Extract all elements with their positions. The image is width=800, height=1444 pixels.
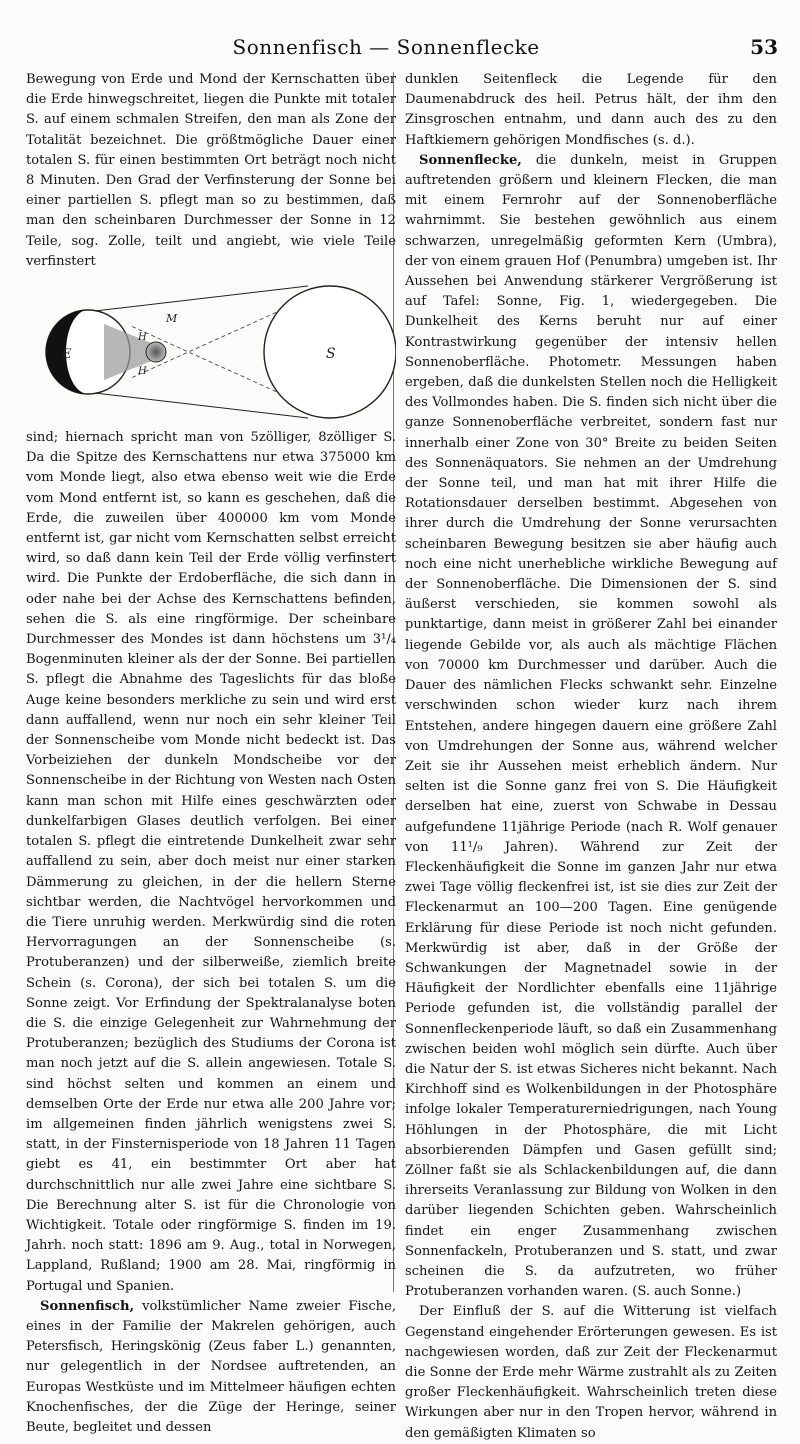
- shadow-label-h2: H: [138, 366, 147, 378]
- moon-disc: [146, 342, 166, 362]
- sonnenfisch-text: volkstümlicher Name zweier Fische, eines in der Familie der Makrelen gehörigen, auch Petersfisch, Heringskönig (Zeus faber L.) genannten, nur gelegentlich in der Nordsee auftretenden, an Europas Westküste und im Mittelmeer häufigen echten Knochenfisches, der die Züge der Heringe, seiner Beute, begleitet und dessen: [26, 1298, 396, 1435]
- sonnenflecke-text: die dunkeln, meist in Gruppen auftretenden größern und kleinern Flecken, die man mit einem Fernrohr auf der Sonnenoberfläche wahrnimmt. Sie bestehen gewöhnlich aus einem schwarzen, unregelmäßig geformten Kern (Umbra), der von einem grauen Hof (Penumbra) umgeben ist. Ihr Aussehen bei Anwendung stärkerer Vergrößerung ist auf Tafel: Sonne, Fig. 1, wiedergegeben. Die Dunkelheit des Kerns beruht nur auf einer Kontrastwirkung gegenüber der intensiv hellen Sonnenoberfläche. Photometr. Messungen haben ergeben, daß die dunkelsten Stellen noch die Helligkeit des Vollmondes haben. Die S. finden sich nicht über die ganze Sonnenoberfläche verbreitet, sondern fast nur innerhalb einer Zone von 30° Breite zu beiden Seiten des Sonnenäquators. Sie nehmen an der Umdrehung der Sonne teil, und man hat mit ihrer Hilfe die Rotationsdauer derselben bestimmt. Abgesehen von ihrer durch die Umdrehung der Sonne verursachten scheinbaren Bewegung besitzen sie aber häufig auch noch eine nicht unerhebliche wirkliche Bewegung auf der Sonnenoberfläche. Die Dimensionen der S. sind äußerst verschieden, sie kommen sowohl als punktartige, dann meist in größerer Zahl bei einander liegende Gebilde vor, als auch als mächtige Flächen von 70000 km Durchmesser und darüber. Auch die Dauer des nämlichen Flecks schwankt sehr. Einzelne verschwinden schon wieder kurz nach ihrem Entstehen, andere hingegen dauern eine größere Zahl von Umdrehungen der Sonne aus, während welcher Zeit sie ihr Aussehen meist erheblich ändern. Nur selten ist die Sonne ganz frei von S. Die Häufigkeit derselben hat eine, zuerst von Schwabe in Dessau aufgefundene 11jährige Periode (nach R. Wolf genauer von 11¹/₉ Jahren). Während zur Zeit der Fleckenhäufigkeit die Sonne im ganzen Jahr nur etwa zwei Tage völlig fleckenfrei ist, ist sie dies zur Zeit der Fleckenarmut an 100—200 Tagen. Eine genügende Erklärung für diese Periode ist noch nicht gefunden. Merkwürdig ist aber, daß in der Größe der Schwankungen der Magnetnadel sowie in der Häufigkeit der Nordlichter ebenfalls eine 11jährige Periode gefunden ist, die vollständig parallel der Sonnenfleckenperiode läuft, so daß ein Zusammenhang zwischen beiden wohl möglich sein dürfte. Auch über die Natur der S. ist etwas Sicheres nicht bekannt. Nach Kirchhoff sind es Wolkenbildungen in der Photosphäre infolge lokaler Temperaturerniedrigungen, nach Young Höhlungen in der Photosphäre, die mit Licht absorbierenden Dämpfen und Gasen gefüllt sind; Zöllner faßt sie als Schlackenbildungen auf, die dann ihrerseits Veranlassung zur Bildung von Wolken in den darüber liegenden Schichten geben. Wahrscheinlich findet ein enger Zusammenhang zwischen Sonnenfackeln, Protuberanzen und S. statt, und zwar scheinen die S. da aufzutreten, wo früher Protuberanzen vorhanden waren. (S. auch Sonne.): [405, 152, 777, 1300]
- eclipse-text-part-1: Bewegung von Erde und Mond der Kernschatten über die Erde hinwegschreitet, liegen die Punkte mit totaler S. auf einem schmalen Streifen, den man als Zone der Totalität bezeichnet. Die größtmögliche Dauer einer totalen S. für einen bestimmten Ort beträgt noch nicht 8 Minuten. Den Grad der Verfinsterung der Sonne bei einer partiellen S. pflegt man so zu bestimmen, daß man den scheinbaren Durchmesser der Sonne in 12 Teile, sog. Zolle, teilt und angiebt, wie viele Teile verfinstert: [26, 72, 396, 269]
- right-column: [405, 70, 777, 1444]
- eclipse-text-part-2: sind; hiernach spricht man von 5zölliger, 8zölliger S. Da die Spitze des Kernschattens nur etwa 375000 km vom Monde liegt, also etwa ebenso weit wie die Erde vom Mond entfernt ist, so kann es geschehen, daß die Erde, die zuweilen über 400000 km vom Monde entfernt ist, gar nicht vom Kernschatten selbst erreicht wird, so daß dann kein Teil der Erde völlig verfinstert wird. Die Punkte der Erdoberfläche, die sich dann in oder nahe bei der Achse des Kernschattens befinden, sehen die S. als eine ringförmige. Der scheinbare Durchmesser des Mondes ist dann höchstens um 3¹/₄ Bogenminuten kleiner als der der Sonne. Bei partiellen S. pflegt die Abnahme des Tageslichts für das bloße Auge keine besonders merkliche zu sein und wird erst dann auffallend, wenn nur noch ein sehr kleiner Teil der Sonnenscheibe vom Monde nicht bedeckt ist. Das Vorbeiziehen der dunkeln Mondscheibe vor der Sonnenscheibe in der Richtung von Westen nach Osten kann man schon mit Hilfe eines geschwärzten oder dunkelfarbigen Glases deutlich verfolgen. Bei einer totalen S. pflegt die eintretende Dunkelheit zwar sehr auffallend zu sein, aber doch meist nur einer starken Dämmerung zu gleichen, in der die hellern Sterne sichtbar werden, die Nachtvögel hervorkommen und die Tiere unruhig werden. Merkwürdig sind die roten Hervorragungen an der Sonnenscheibe (s. Protuberanzen) und der silberweiße, ziemlich breite Schein (s. Corona), der sich bei totalen S. um die Sonne zeigt. Vor Erfindung der Spektralanalyse boten die S. die einzige Gelegenheit zur Wahrnehmung der Protuberanzen; bezüglich des Studiums der Corona ist man noch jetzt auf die S. allein angewiesen. Totale S. sind höchst selten und kommen an einem und demselben Orte der Erde nur etwa alle 200 Jahre vor; im allgemeinen finden jährlich wenigstens zwei S. statt, in der Finsternisperiode von 18 Jahren 11 Tagen giebt es 41, ein bestimmter Ort aber hat durchschnittlich nur alle zwei Jahre eine sichtbare S. Die Berechnung alter S. ist für die Chronologie von Wichtigkeit. Totale oder ringförmige S. finden im 19. Jahrh. noch statt: 1896 am 9. Aug., total in Norwegen, Lappland, Rußland; 1900 am 28. Mai, ringförmig in Portugal und Spanien.: [26, 430, 396, 1294]
- sun-label: S: [326, 346, 336, 363]
- outer-tangent-bottom: [86, 392, 308, 418]
- entry-sonnenfisch: [26, 1297, 396, 1438]
- sonnenflecke-weather-text: Der Einfluß der S. auf die Witterung ist vielfach Gegenstand eingehender Erörterungen gewesen. Es ist nachgewiesen worden, daß zur Zeit der Fleckenarmut die Sonne der Erde mehr Wärme zustrahlt als zu Zeiten großer Fleckenhäufigkeit. Wahrscheinlich treten diese Wirkungen aber nur in den Tropen hervor, während in den gemäßigten Klimaten so: [405, 1304, 777, 1441]
- left-column: [26, 70, 396, 1438]
- running-title: Sonnenfisch — Sonnenflecke: [232, 35, 540, 59]
- headword-sonnenflecke: Sonnenflecke,: [419, 152, 522, 168]
- eclipse-diagram: [26, 278, 396, 424]
- earth-label: E: [62, 347, 72, 363]
- headword-sonnenfisch: Sonnenfisch,: [40, 1298, 135, 1314]
- sonnenfisch-continued: dunklen Seitenfleck die Legende für den Daumenabdruck des heil. Petrus hält, der ihm den Zinsgroschen entnahm, und dann auch des zu den Haftkiemern gehörigen Mondfisches (s. d.).: [405, 72, 777, 148]
- shadow-label-h1: H: [138, 332, 147, 344]
- page-header: [22, 30, 778, 64]
- moon-label: M: [166, 312, 178, 326]
- entry-sonnenflecke: [405, 151, 777, 1303]
- page-number: 53: [750, 35, 778, 59]
- outer-tangent-top: [86, 286, 308, 312]
